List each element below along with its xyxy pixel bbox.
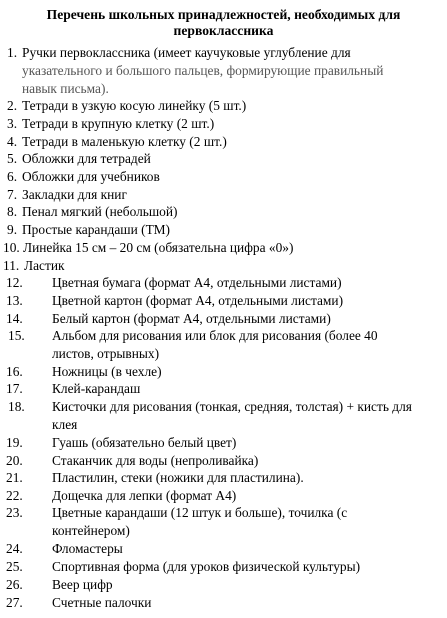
- list-item-number: 19.: [6, 435, 23, 450]
- list-item-text: Простые карандаши (ТМ): [22, 222, 170, 237]
- list-item-number: 5.: [7, 151, 18, 166]
- list-item-number: 8.: [7, 204, 18, 219]
- list-item-text: Ножницы (в чехле): [52, 364, 162, 379]
- list-item-number: 14.: [6, 311, 23, 326]
- list-item-number: 17.: [6, 381, 23, 396]
- list-item-text: Белый картон (формат А4, отдельными листами): [52, 311, 331, 326]
- list-item-number: 2.: [7, 98, 18, 113]
- list-item-number: 27.: [6, 595, 23, 610]
- list-item-number: 3.: [7, 116, 18, 131]
- list-item-text: листов, отрывных): [52, 346, 160, 361]
- list-item-text: Пластилин, стеки (ножики для пластилина).: [52, 470, 304, 485]
- list-item-text: клея: [52, 417, 78, 432]
- list-item-number: 1.: [7, 45, 18, 60]
- list-item-text: Ластик: [24, 258, 65, 273]
- list-item-number: 4.: [7, 134, 18, 149]
- list-item-number: 9.: [7, 222, 18, 237]
- list-item-number: 24.: [6, 541, 23, 556]
- list-item-text: Счетные палочки: [52, 595, 152, 610]
- list-item-text: Цветной картон (формат А4, отдельными листами): [52, 293, 344, 308]
- list-item-text: Кисточки для рисования (тонкая, средняя, толстая) + кисть для: [52, 399, 412, 414]
- list-item-text: Цветная бумага (формат А4, отдельными листами): [52, 275, 342, 290]
- list-item-number: 25.: [6, 559, 23, 574]
- list-item-text: Стаканчик для воды (непроливайка): [52, 453, 259, 468]
- list-item-text: Обложки для учебников: [22, 169, 160, 184]
- document-title-line-2: первоклассника: [173, 23, 274, 38]
- list-item-text: Ручки первоклассника (имеет каучуковые углубление для: [22, 45, 351, 60]
- list-item-number: 7.: [7, 187, 18, 202]
- list-item-text: Фломастеры: [52, 541, 123, 556]
- list-item-text: Закладки для книг: [22, 187, 127, 202]
- list-item-number: 23.: [6, 505, 23, 520]
- list-item-text: Спортивная форма (для уроков физической культуры): [52, 559, 361, 574]
- list-item-number: 10.: [3, 240, 20, 255]
- list-item-text: Обложки для тетрадей: [22, 151, 151, 166]
- list-item-text: навык письма).: [22, 81, 109, 96]
- list-item-number: 18.: [8, 399, 25, 414]
- list-item-number: 21.: [6, 470, 23, 485]
- list-item-text: указательного и большого пальцев, формирующие правильный: [22, 63, 384, 78]
- list-item-text: Тетради в маленькую клетку (2 шт.): [22, 134, 227, 149]
- list-item-number: 12.: [6, 275, 23, 290]
- list-item-text: Цветные карандаши (12 штук и больше), точилка (с: [52, 505, 348, 520]
- list-item-text: Пенал мягкий (небольшой): [22, 204, 178, 219]
- list-item-number: 16.: [6, 364, 23, 379]
- list-item-text: Веер цифр: [52, 577, 113, 592]
- list-item-text: Тетради в крупную клетку (2 шт.): [22, 116, 215, 131]
- list-item-text: Тетради в узкую косую линейку (5 шт.): [22, 98, 247, 113]
- list-item-text: Линейка 15 см – 20 см (обязательна цифра «0»): [23, 240, 294, 255]
- list-item-number: 15.: [8, 328, 25, 343]
- list-item-number: 13.: [6, 293, 23, 308]
- list-item-text: Клей-карандаш: [52, 381, 141, 396]
- list-item-text: Гуашь (обязательно белый цвет): [52, 435, 237, 450]
- list-item-number: 6.: [7, 169, 18, 184]
- list-item-number: 20.: [6, 453, 23, 468]
- list-item-number: 26.: [6, 577, 23, 592]
- list-item-number: 22.: [6, 488, 23, 503]
- document-title-line-1: Перечень школьных принадлежностей, необходимых для: [46, 7, 401, 22]
- list-item-text: контейнером): [52, 523, 130, 538]
- list-item-text: Альбом для рисования или блок для рисования (более 40: [52, 328, 378, 343]
- list-item-number: 11.: [3, 258, 20, 273]
- list-item-text: Дощечка для лепки (формат А4): [52, 488, 237, 503]
